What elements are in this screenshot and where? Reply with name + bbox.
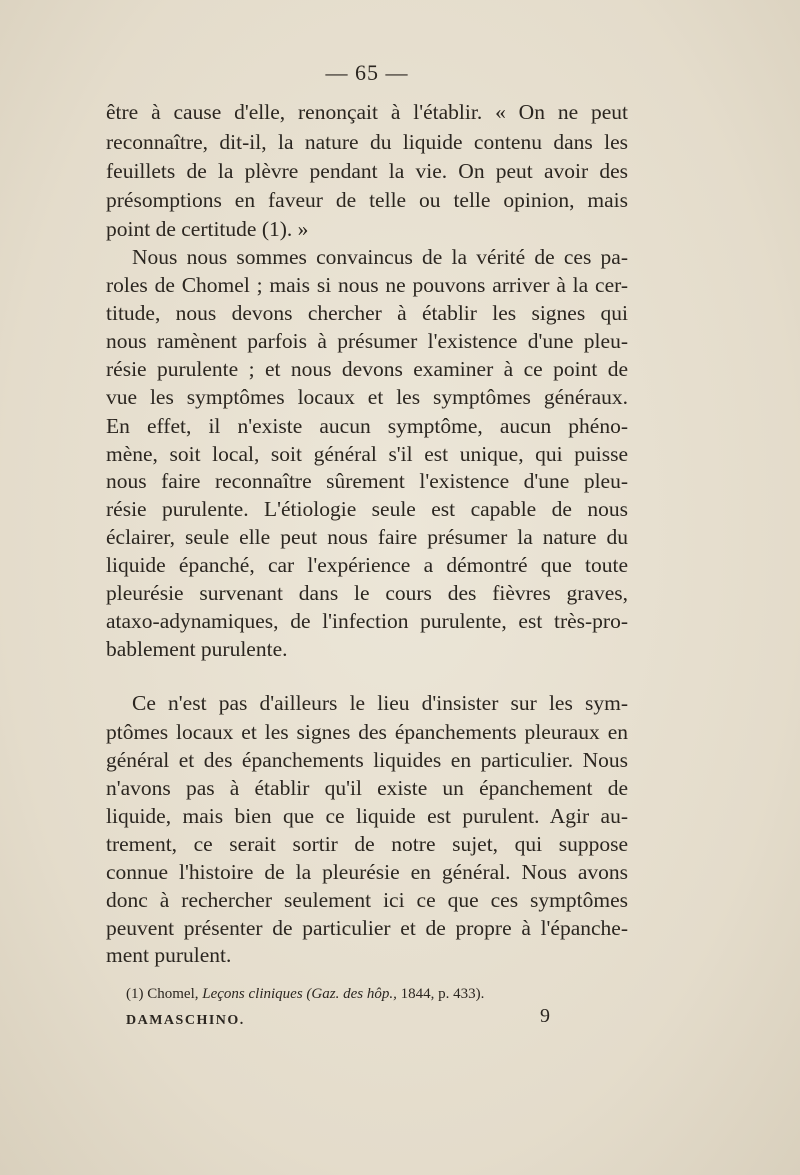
signature-mark: DAMASCHINO.	[126, 1013, 245, 1028]
footnote-mark: (1)	[126, 986, 144, 1002]
text-line: trement, ce serait sortir de notre sujet, qui suppose	[106, 832, 628, 856]
footnote-title: Leçons cliniques	[202, 986, 303, 1002]
text-line: connue l'histoire de la pleurésie en général. Nous avons	[106, 860, 628, 884]
text-line: résie purulente ; et nous devons examiner à ce point de	[106, 357, 628, 381]
footnote-ref: 1844, p. 433).	[400, 986, 485, 1002]
text-line: donc à rechercher seulement ici ce que ces symptômes	[106, 888, 628, 912]
text-line: feuillets de la plèvre pendant la vie. On peut avoir des	[106, 159, 628, 183]
text-line: éclairer, seule elle peut nous faire présumer la nature du	[106, 525, 628, 549]
text-line: pleurésie survenant dans le cours des fièvres graves,	[106, 581, 628, 605]
text-line: nous faire reconnaître sûrement l'existence d'une pleu-	[106, 469, 628, 493]
text-line: titude, nous devons chercher à établir les signes qui	[106, 301, 628, 325]
text-line: peuvent présenter de particulier et de propre à l'épanche-	[106, 916, 628, 940]
text-line: Nous nous sommes convaincus de la vérité de ces pa-	[132, 245, 628, 269]
text-line: nous ramènent parfois à présumer l'existence d'une pleu-	[106, 329, 628, 353]
sheet-number: 9	[540, 1005, 550, 1027]
footnote-author: Chomel,	[147, 986, 199, 1002]
text-line: liquide épanché, car l'expérience a démontré que toute	[106, 553, 628, 577]
text-line: résie purulente. L'étiologie seule est capable de nous	[106, 497, 628, 521]
text-line: ment purulent.	[106, 943, 232, 967]
text-line: présomptions en faveur de telle ou telle opinion, mais	[106, 188, 628, 212]
footnote	[126, 986, 484, 1003]
text-line: ataxo-adynamiques, de l'infection purulente, est très-pro-	[106, 609, 628, 633]
text-line: général et des épanchements liquides en particulier. Nous	[106, 748, 628, 772]
text-line: reconnaître, dit-il, la nature du liquide contenu dans les	[106, 130, 628, 154]
text-line: roles de Chomel ; mais si nous ne pouvons arriver à la cer-	[106, 273, 628, 297]
text-line: En effet, il n'existe aucun symptôme, aucun phéno-	[106, 414, 628, 438]
text-line: Ce n'est pas d'ailleurs le lieu d'insister sur les sym-	[132, 691, 628, 715]
text-line: ptômes locaux et les signes des épanchements pleuraux en	[106, 720, 628, 744]
text-line: liquide, mais bien que ce liquide est purulent. Agir au-	[106, 804, 628, 828]
text-line: mène, soit local, soit général s'il est unique, qui puisse	[106, 442, 628, 466]
footnote-source: (Gaz. des hôp.,	[306, 986, 397, 1002]
page-number: — 65 —	[325, 60, 409, 85]
text-line: point de certitude (1). »	[106, 217, 309, 241]
text-line: bablement purulente.	[106, 637, 288, 661]
text-line: vue les symptômes locaux et les symptômes généraux.	[106, 385, 628, 409]
text-line: être à cause d'elle, renonçait à l'établir. « On ne peut	[106, 100, 628, 124]
text-line: n'avons pas à établir qu'il existe un épanchement de	[106, 776, 628, 800]
